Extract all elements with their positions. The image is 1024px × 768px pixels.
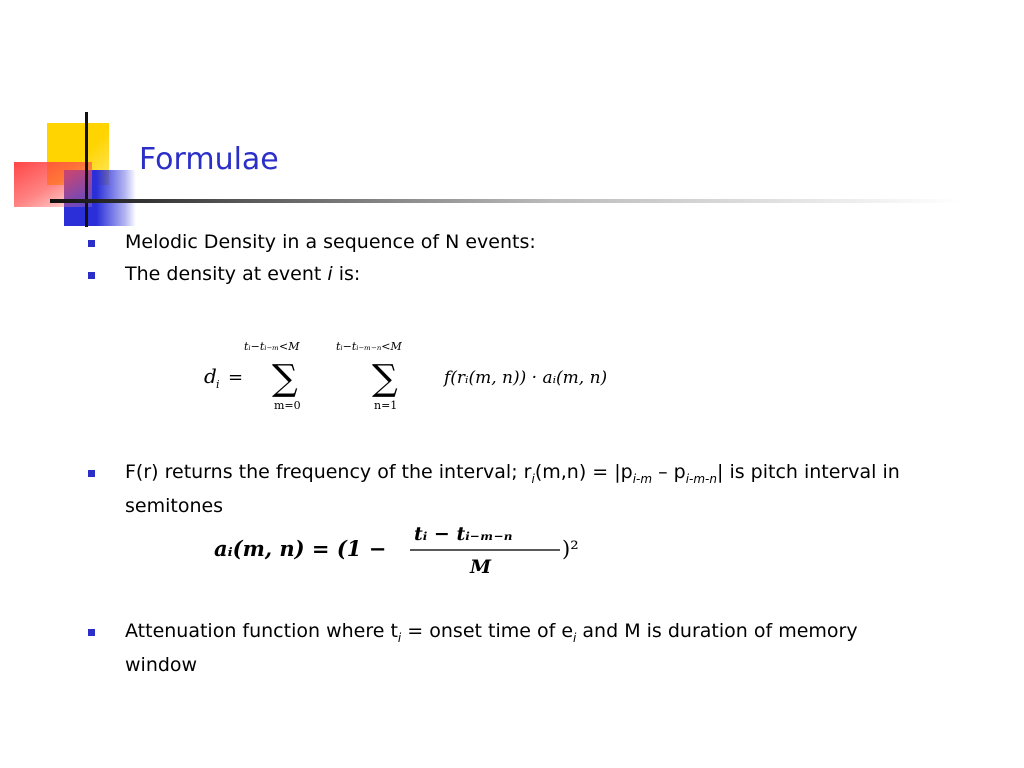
density-formula [198,335,638,415]
bullet-3-part-1: F(r) returns the frequency of the interval; r [125,461,532,483]
bullet-marker [88,470,95,477]
formula1-term: f(rᵢ(m, n)) · aᵢ(m, n) [444,368,608,388]
formula1-lhs: d [204,364,217,388]
bullet-4-sub-i: i [397,630,402,645]
bullet-text-3 [125,459,965,520]
bullet-3-sub-i: i [531,471,535,486]
formula2-lhs: aᵢ(m, n) = (1 − [214,536,387,561]
formula2-numerator: tᵢ − tᵢ₋ₘ₋ₙ [414,523,513,545]
formula1-sum1-lower: m=0 [274,399,301,412]
bullet-3-part-2: (m,n) = |p [534,461,633,483]
bullet-3-part-3: – p [652,461,686,483]
bullet-3-sub-imn: i-m-n [685,471,717,486]
bullet-3-part-4: | is pitch interval in semitones [125,461,900,517]
formula1-sigma-1: ∑ [272,358,298,399]
bullet-2-var: i [327,263,333,285]
bullet-marker [88,240,95,247]
bullet-4-part-2: = onset time of e [401,620,574,642]
bullet-3-sub-im: i-m [632,471,653,486]
bullet-4-part-1: Attenuation function where t [125,620,398,642]
formula1-sigma-2: ∑ [372,358,398,399]
formula1-lhs-sub: i [216,378,220,391]
bullet-2-pre: The density at event [125,263,328,285]
formula1-sum2-lower: n=1 [374,399,398,412]
bullet-4-part-3: and M is duration of memory window [125,620,858,676]
bullet-text-1 [125,229,536,256]
formula1-sum1-upper: tᵢ−tᵢ₋ₘ<M [244,340,300,353]
attenuation-formula [214,520,594,580]
formula2-rhs: )² [562,537,579,561]
bullet-text-2 [125,261,360,288]
decor-vertical-line [85,112,88,227]
bullet-4-sub-i2: i [573,630,577,645]
formula1-eq: = [228,367,244,388]
bullet-text-4 [125,618,925,679]
bullet-2-post: is: [332,263,361,285]
formula1-sum2-upper: tᵢ−tᵢ₋ₘ₋ₙ<M [336,340,402,353]
bullet-1-text: Melodic Density in a sequence of N events: [125,231,536,253]
slide-title: Formulae [139,142,279,177]
bullet-marker [88,272,95,279]
bullet-marker [88,629,95,636]
formula2-denominator: M [470,556,492,578]
title-underline [50,199,960,203]
